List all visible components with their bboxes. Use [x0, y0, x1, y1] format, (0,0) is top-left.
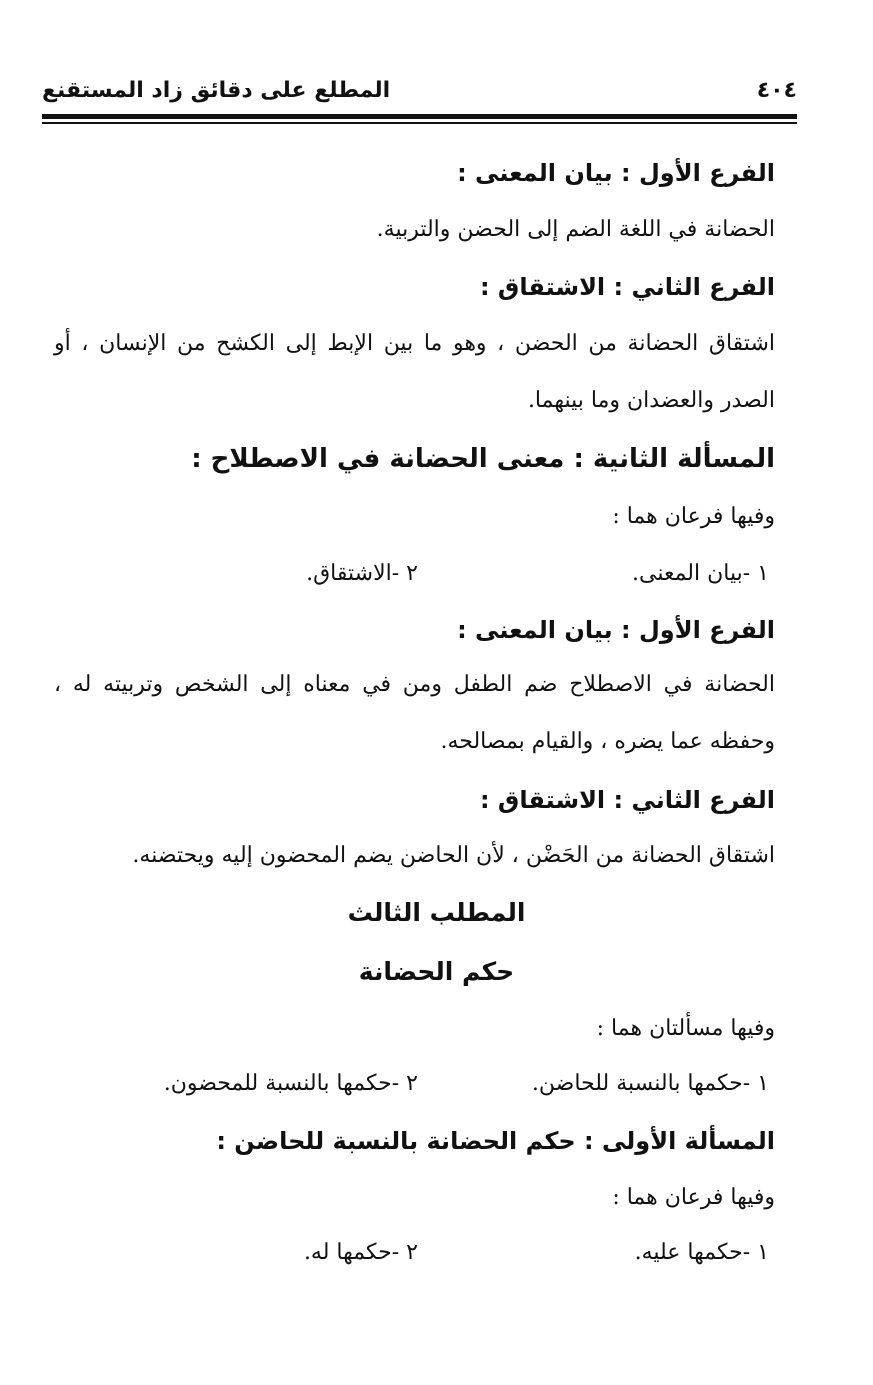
list-item-1-ruling-caregiver: ١ -حكمها بالنسبة للحاضن.	[531, 1071, 769, 1096]
heading-issue-2-technical-meaning: المسألة الثانية : معنى الحضانة في الاصطلاح :	[191, 444, 775, 474]
header-rule-thick	[42, 114, 797, 119]
list-item-2-derivation: ٢ -الاشتقاق.	[306, 561, 418, 586]
heading-branch-1-meaning: الفرع الأول : بيان المعنى :	[457, 159, 775, 187]
list-item-2-ruling-child: ٢ -حكمها بالنسبة للمحضون.	[163, 1071, 418, 1096]
header-rule-thin	[42, 122, 797, 124]
section-subtitle-ruling: حكم الحضانة	[358, 957, 515, 986]
paragraph-linguistic-definition: الحضانة في اللغة الضم إلى الحضن والتربية.	[376, 217, 775, 242]
list-item-1-meaning: ١ -بيان المعنى.	[632, 561, 769, 586]
paragraph-technical-line-1: الحضانة في الاصطلاح ضم الطفل ومن في معناه إلى الشخص وتربيته له ،	[54, 672, 775, 697]
paragraph-derivation-technical: اشتقاق الحضانة من الحَضْن ، لأن الحاضن يضم المحضون إليه ويحتضنه.	[132, 843, 775, 868]
heading-branch-2-derivation: الفرع الثاني : الاشتقاق :	[479, 273, 775, 301]
running-header	[42, 78, 797, 108]
paragraph-derivation-line-1: اشتقاق الحضانة من الحضن ، وهو ما بين الإبط إلى الكشح من الإنسان ، أو	[54, 331, 775, 356]
heading-branch-1-meaning-technical: الفرع الأول : بيان المعنى :	[457, 616, 775, 644]
heading-issue-1-ruling-caregiver: المسألة الأولى : حكم الحضانة بالنسبة للحاضن :	[216, 1127, 775, 1155]
paragraph-derivation-line-2: الصدر والعضدان وما بينهما.	[527, 388, 775, 413]
paragraph-technical-line-2: وحفظه عما يضره ، والقيام بمصالحه.	[440, 729, 775, 754]
intro-two-branches: وفيها فرعان هما :	[612, 504, 775, 529]
intro-two-issues: وفيها مسألتان هما :	[596, 1016, 775, 1041]
intro-two-branches-2: وفيها فرعان هما :	[612, 1185, 775, 1210]
section-title-third-requirement: المطلب الثالث	[347, 898, 526, 927]
page-number: ٤٠٤	[756, 78, 797, 103]
book-title: المطلع على دقائق زاد المستقنع	[42, 78, 391, 103]
heading-branch-2-derivation-technical: الفرع الثاني : الاشتقاق :	[479, 786, 775, 814]
list-item-2-ruling-for-him: ٢ -حكمها له.	[303, 1240, 418, 1265]
list-item-1-ruling-on-him: ١ -حكمها عليه.	[634, 1240, 769, 1265]
